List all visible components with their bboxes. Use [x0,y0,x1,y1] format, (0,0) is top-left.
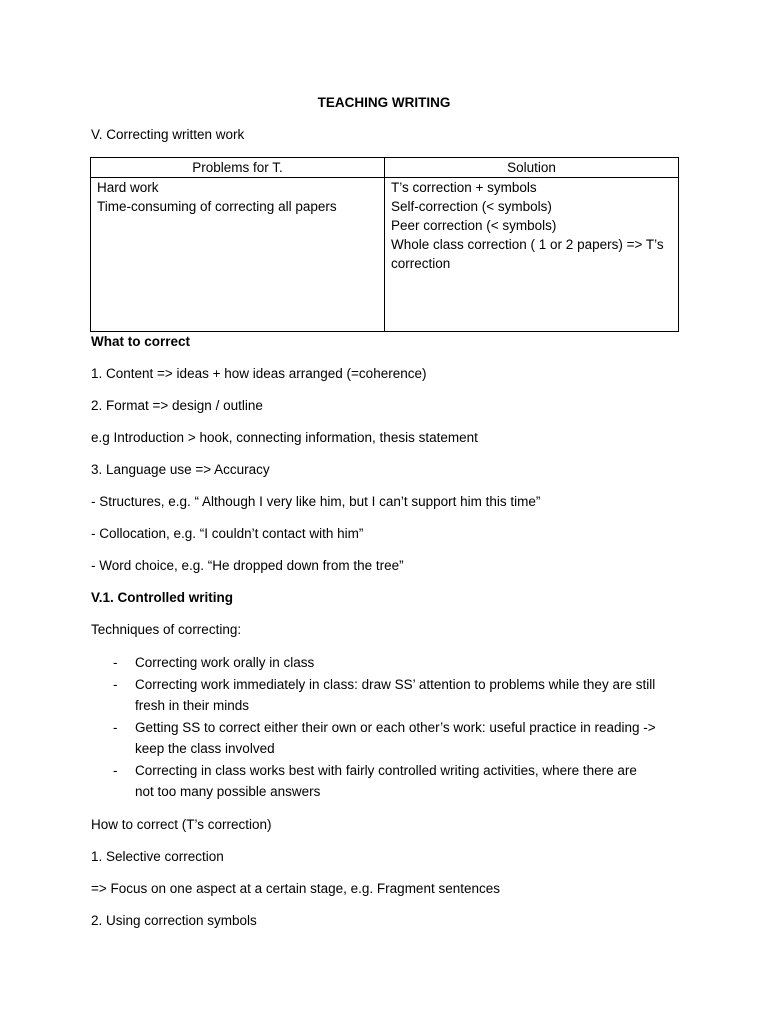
how-to-correct-heading: How to correct (T’s correction) [91,817,272,832]
bullet-dash: - [113,762,118,778]
solution-item: correction [391,256,451,271]
selective-correction-item: 1. Selective correction [91,849,224,864]
list-item [91,674,691,717]
problem-item: Time-consuming of correcting all papers [97,199,337,214]
problem-item: Hard work [97,180,159,195]
content-item: 1. Content => ideas + how ideas arranged (=coherence) [91,366,427,381]
techniques-list [91,652,691,803]
controlled-writing-heading: V.1. Controlled writing [91,590,234,605]
list-item-text: not too many possible answers [135,784,321,799]
word-choice-example: - Word choice, e.g. “He dropped down from the tree” [91,558,404,573]
solutions-cell [385,178,679,332]
language-use-item: 3. Language use => Accuracy [91,462,270,477]
solution-item: Whole class correction ( 1 or 2 papers) => T’s [391,237,664,252]
format-example: e.g Introduction > hook, connecting information, thesis statement [91,430,478,445]
problems-solution-table [90,157,679,332]
bullet-dash: - [113,719,118,735]
section-heading: V. Correcting written work [91,127,245,142]
list-item-text: Correcting work immediately in class: draw SS’ attention to problems while they are still [135,676,656,692]
table-row [91,178,679,332]
list-item-text: Correcting in class works best with fairly controlled writing activities, where there are [135,762,637,778]
list-item-text: keep the class involved [135,741,275,756]
list-item-text: Correcting work orally in class [135,655,315,670]
list-item [91,717,691,760]
problems-cell [91,178,385,332]
bullet-dash: - [113,655,118,670]
list-item [91,652,691,674]
collocation-example: - Collocation, e.g. “I couldn’t contact with him” [91,526,364,541]
correction-symbols-item: 2. Using correction symbols [91,913,257,928]
solution-item: Self-correction (< symbols) [391,199,552,214]
list-item-text: Getting SS to correct either their own or each other’s work: useful practice in reading -> [135,719,656,735]
solution-item: T’s correction + symbols [391,180,537,195]
structures-example: - Structures, e.g. “ Although I very like him, but I can’t support him this time” [91,494,541,509]
techniques-label: Techniques of correcting: [91,622,242,637]
format-item: 2. Format => design / outline [91,398,263,413]
solution-item: Peer correction (< symbols) [391,218,557,233]
list-item [91,760,691,803]
table-header-row [91,158,679,178]
focus-note: => Focus on one aspect at a certain stage, e.g. Fragment sentences [91,881,500,896]
bullet-dash: - [113,676,118,692]
what-to-correct-heading: What to correct [91,334,191,349]
table-header-solution: Solution [385,158,679,178]
table-header-problems: Problems for T. [91,158,385,178]
document-title: TEACHING WRITING [317,95,451,110]
list-item-text: fresh in their minds [135,698,250,713]
